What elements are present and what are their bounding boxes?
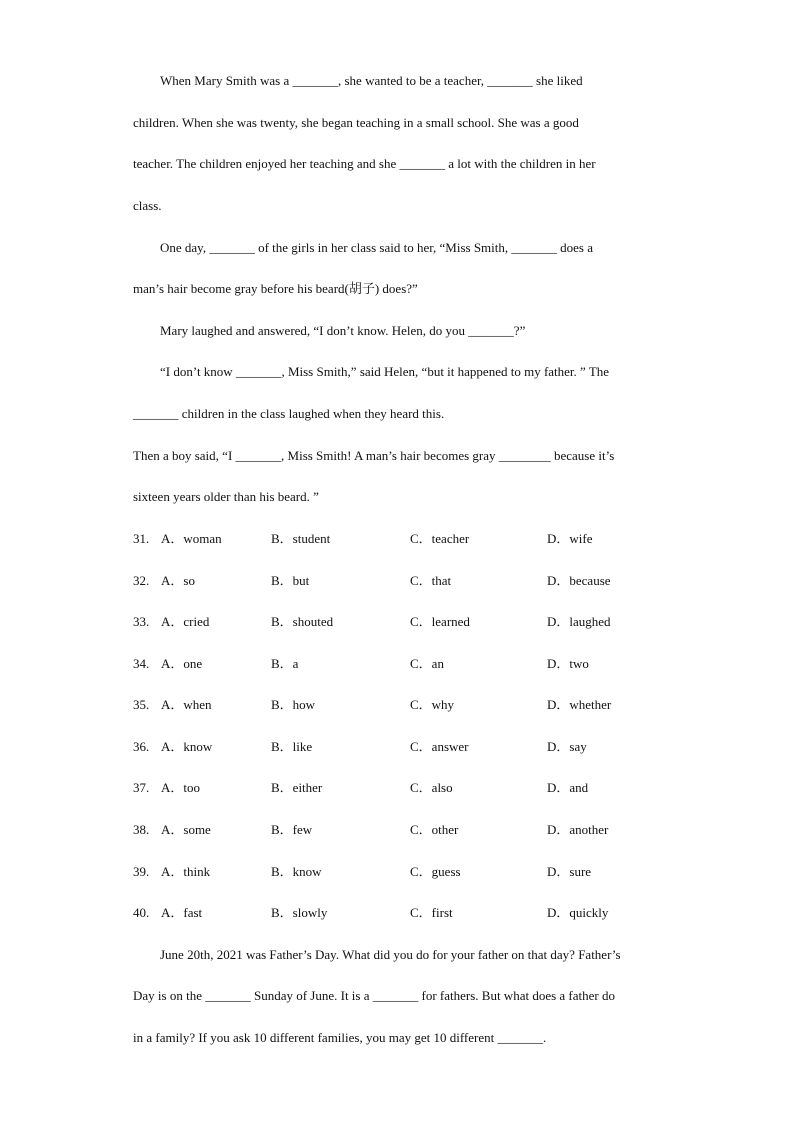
passage-line: June 20th, 2021 was Father’s Day. What did you do for your father on that day? Father’s: [160, 947, 621, 962]
passage-line: class.: [133, 198, 162, 213]
option-a: A．one: [161, 656, 203, 671]
question-number: 38.: [133, 822, 150, 837]
question-number: 36.: [133, 739, 150, 754]
option-c: C．other: [410, 822, 459, 837]
option-b: B．few: [271, 822, 313, 837]
question-row: [133, 905, 693, 921]
option-c: C．that: [410, 573, 452, 588]
option-b: B．either: [271, 780, 323, 795]
option-c: C．teacher: [410, 531, 470, 546]
passage-line: When Mary Smith was a _______, she wanted to be a teacher, _______ she liked: [160, 73, 583, 88]
option-d: D．laughed: [547, 614, 611, 629]
passage-line: teacher. The children enjoyed her teaching and she _______ a lot with the children in her: [133, 156, 596, 171]
option-c: C．guess: [410, 864, 461, 879]
question-number: 33.: [133, 614, 150, 629]
option-b: B．a: [271, 656, 299, 671]
option-a: A．when: [161, 697, 212, 712]
option-d: D．sure: [547, 864, 592, 879]
question-row: [133, 780, 693, 796]
question-row: [133, 573, 693, 589]
option-a: A．too: [161, 780, 201, 795]
question-number: 40.: [133, 905, 150, 920]
question-number: 35.: [133, 697, 150, 712]
option-b: B．how: [271, 697, 316, 712]
option-d: D．another: [547, 822, 609, 837]
option-a: A．know: [161, 739, 213, 754]
question-row: [133, 697, 693, 713]
passage-line: _______ children in the class laughed when they heard this.: [133, 406, 445, 421]
passage-line: sixteen years older than his beard. ”: [133, 489, 319, 504]
option-c: C．an: [410, 656, 444, 671]
question-row: [133, 656, 693, 672]
option-a: A．think: [161, 864, 211, 879]
option-d: D．say: [547, 739, 587, 754]
question-row: [133, 822, 693, 838]
question-number: 39.: [133, 864, 150, 879]
question-row: [133, 739, 693, 755]
option-a: A．so: [161, 573, 195, 588]
option-c: C．why: [410, 697, 455, 712]
question-number: 31.: [133, 531, 150, 546]
question-row: [133, 531, 693, 547]
passage-line: Day is on the _______ Sunday of June. It is a _______ for fathers. But what does a father do: [133, 988, 615, 1003]
passage-line: Mary laughed and answered, “I don’t know. Helen, do you _______?”: [160, 323, 526, 338]
option-c: C．first: [410, 905, 453, 920]
option-c: C．also: [410, 780, 453, 795]
option-d: D．quickly: [547, 905, 609, 920]
option-a: A．woman: [161, 531, 222, 546]
option-b: B．but: [271, 573, 310, 588]
option-d: D．because: [547, 573, 611, 588]
option-b: B．slowly: [271, 905, 328, 920]
question-number: 34.: [133, 656, 150, 671]
option-d: D．and: [547, 780, 589, 795]
passage-line: in a family? If you ask 10 different families, you may get 10 different _______.: [133, 1030, 547, 1045]
option-a: A．cried: [161, 614, 210, 629]
passage-line: Then a boy said, “I _______, Miss Smith! A man’s hair becomes gray ________ because it’s: [133, 448, 615, 463]
option-d: D．two: [547, 656, 589, 671]
option-b: B．like: [271, 739, 313, 754]
option-d: D．whether: [547, 697, 612, 712]
question-row: [133, 864, 693, 880]
option-c: C．answer: [410, 739, 469, 754]
question-row: [133, 614, 693, 630]
option-b: B．shouted: [271, 614, 334, 629]
passage-line: man’s hair become gray before his beard(胡子) does?”: [133, 281, 418, 296]
passage-line: children. When she was twenty, she began teaching in a small school. She was a good: [133, 115, 579, 130]
option-b: B．know: [271, 864, 322, 879]
question-number: 37.: [133, 780, 150, 795]
option-b: B．student: [271, 531, 331, 546]
passage-line: “I don’t know _______, Miss Smith,” said Helen, “but it happened to my father. ” The: [160, 364, 610, 379]
option-a: A．fast: [161, 905, 203, 920]
question-number: 32.: [133, 573, 150, 588]
option-d: D．wife: [547, 531, 593, 546]
passage-line: One day, _______ of the girls in her class said to her, “Miss Smith, _______ does a: [160, 240, 593, 255]
option-a: A．some: [161, 822, 211, 837]
option-c: C．learned: [410, 614, 470, 629]
